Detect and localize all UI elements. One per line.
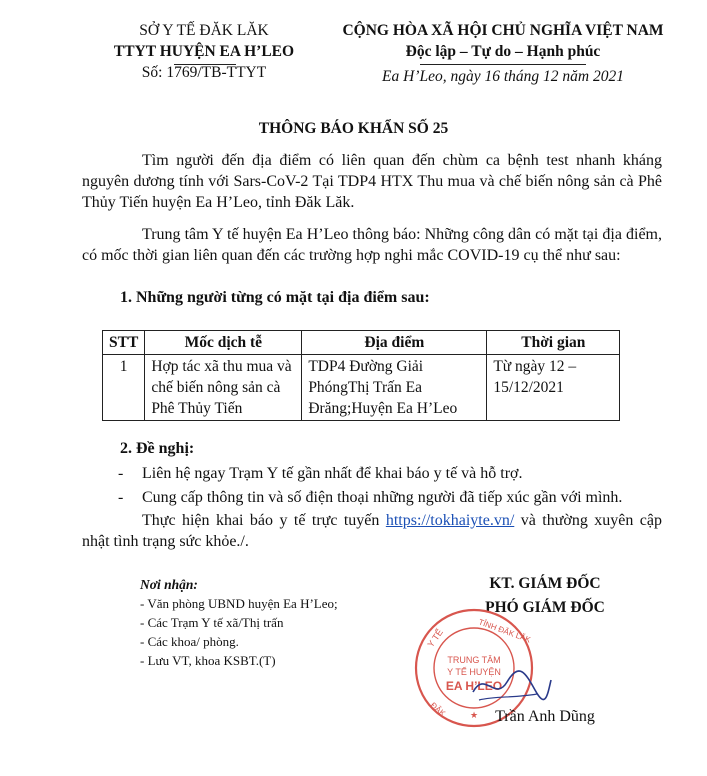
table-row (103, 355, 620, 421)
recommendation-list (118, 462, 678, 510)
locations-table (102, 330, 620, 421)
cell-stt: 1 (103, 355, 145, 421)
stamp-top-text: Y TẾ (425, 627, 445, 650)
cell-epidemiology: Hợp tác xã thu mua và chế biến nông sản cà Phê Thủy Tiến (145, 355, 302, 421)
recipient-item: - Văn phòng UBND huyện Ea H’Leo; (140, 596, 338, 611)
paragraph-announcement: Trung tâm Y tế huyện Ea H’Leo thông báo: Những công dân có mặt tại địa điểm, có mốc thời gian liên quan đến các trường hợp nghi mắc COVID-19 cụ thể như sau: (82, 226, 662, 264)
department-name: SỞ Y TẾ ĐĂK LĂK (139, 22, 269, 39)
cell-location: TDP4 Đường Giải PhóngThị Trấn Ea Đrăng;Huyện Ea H’Leo (302, 355, 487, 421)
online-declaration (82, 510, 662, 552)
document-number: Số: 1769/TB-TTYT (141, 64, 267, 81)
list-item-text: Liên hệ ngay Trạm Y tế gần nhất để khai báo y tế và hỗ trợ. (142, 465, 523, 482)
stamp-bottom-text: ĐĂK (428, 700, 448, 719)
handwritten-signature-icon (465, 662, 555, 710)
table-header-row (103, 331, 620, 355)
paragraph-intro: Tìm người đến địa điểm có liên quan đến chùm ca bệnh test nhanh kháng nguyên dương tính với Sars-CoV-2 Tại TDP4 HTX Thu mua và chế biến nông sản cà Phê Thủy Tiến huyện Ea H’Leo, tỉnh Đăk Lăk. (82, 152, 662, 211)
recipient-item: - Các khoa/ phòng. (140, 634, 239, 649)
signature-line-2: PHÓ GIÁM ĐỐC (485, 599, 605, 616)
header-time: Thời gian (487, 331, 620, 355)
online-text-after: và thường xuyên cập nhật tình trạng sức khỏe./. (82, 512, 662, 550)
issuer-block (94, 20, 314, 83)
stamp-center-3: EA H’LEO (445, 679, 503, 693)
issuer-underline (174, 64, 236, 65)
stamp-star-icon: ★ (469, 710, 479, 720)
motto-underline (420, 64, 586, 65)
recipient-item: - Các Trạm Y tế xã/Thị trấn (140, 615, 284, 630)
recipients-label: Nơi nhận: (140, 577, 198, 592)
notice-title: THÔNG BÁO KHẨN SỐ 25 (258, 120, 449, 137)
cell-time: Từ ngày 12 – 15/12/2021 (487, 355, 620, 421)
header-location: Địa điểm (302, 331, 487, 355)
stamp-center-2: Y TẾ HUYỆN (447, 667, 501, 677)
list-item-text: Cung cấp thông tin và số điện thoại những người đã tiếp xúc gần với mình. (142, 489, 623, 506)
online-text-before: Thực hiện khai báo y tế trực tuyến (142, 512, 386, 529)
national-motto: Độc lập – Tự do – Hạnh phúc (405, 43, 601, 60)
organization-name: TTYT HUYỆN EA H’LEO (113, 43, 295, 60)
header-epidemiology: Mốc dịch tễ (145, 331, 302, 355)
tokhaiyte-link[interactable]: https://tokhaiyte.vn/ (385, 512, 515, 529)
recipient-item: - Lưu VT, khoa KSBT.(T) (140, 653, 276, 668)
list-item: - Liên hệ ngay Trạm Y tế gần nhất để khai báo y tế và hỗ trợ. (118, 465, 523, 482)
signer-name: Trần Anh Dũng (495, 708, 595, 725)
nation-name: CỘNG HÒA XÃ HỘI CHỦ NGHĨA VIỆT NAM (342, 22, 664, 39)
national-block (318, 20, 688, 87)
section-2-heading: 2. Đề nghị: (120, 440, 195, 457)
stamp-center-1: TRUNG TÂM (447, 655, 501, 665)
stamp-right-text: TỈNH ĐĂK LĂK (477, 617, 532, 645)
signature-line-1: KT. GIÁM ĐỐC (489, 575, 601, 592)
header-stt: STT (103, 331, 145, 355)
list-item: - Cung cấp thông tin và số điện thoại những người đã tiếp xúc gần với mình. (118, 489, 623, 506)
section-1-heading: 1. Những người từng có mặt tại địa điểm sau: (120, 289, 430, 306)
issue-date: Ea H’Leo, ngày 16 tháng 12 năm 2021 (382, 68, 624, 85)
recipients-block (140, 575, 338, 670)
